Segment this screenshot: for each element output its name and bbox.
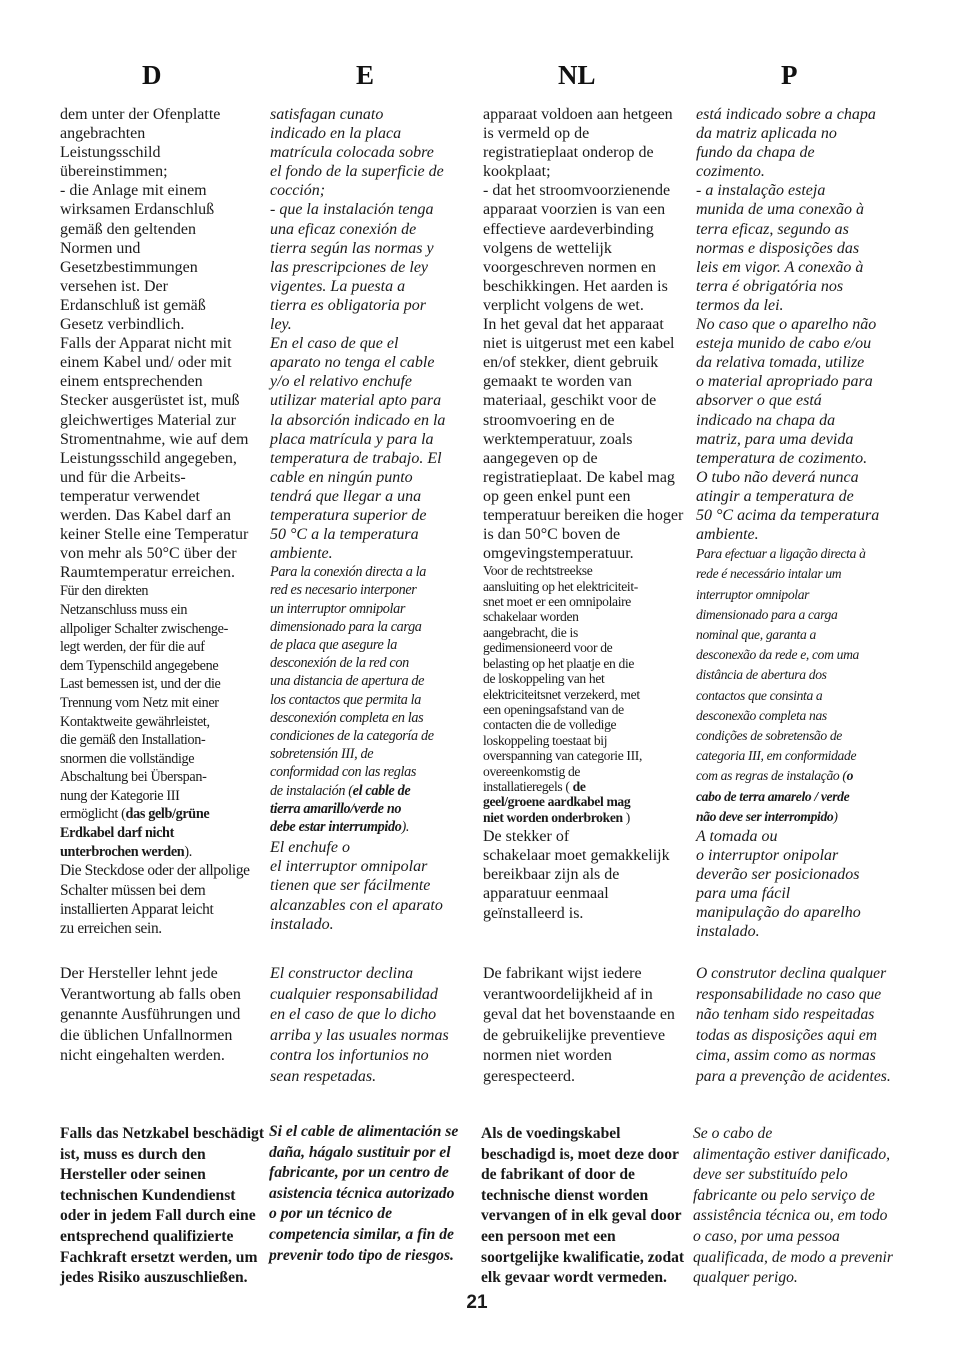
german-cable-notice: Falls das Netzkabel beschädigt ist, muss es durch den Hersteller oder seinen technischen Kundendienst oder in jedem Fall durch eine entsprechend qualifizierte Fachkraft ersetzt werden, um jedes Risiko auszuschließen. [60,1125,265,1287]
spanish-cable-notice: Si el cable de alimentación se daña, hágalo sustituir por el fabricante, por un centro de asistencia técnica autorizado o por un técnico de competencia similar, a fin de prevenir todo tipo de riesgos. [269,1123,459,1264]
spanish-text-3: El enchufe o el interruptor omnipolar tienen que ser fácilmente alcanzables con el aparato instalado. [270,839,443,933]
column-spanish [270,105,475,934]
german-text-2: Für den direkten Netzanschluss muss ein allpoliger Schalter zwischenge- legt werden, der für die auf dem Typenschild angegebene Last bemessen ist, und der die Trennung vom Netz mit einer Kontaktweite gewährleistet, die gemäß den Installation- snormen die vollständige Abschaltung bei Überspan- nung der Kategorie III ermöglicht (das gelb/grüne Erdkabel darf nicht unterbrochen werden). [60,583,228,860]
header-e: E [356,60,375,90]
spanish-text-2: Para la conexión directa a la red es necesario interponer un interruptor omnipolar dimensionado para la carga de placa que asegure la desconexión de la red con una distancia de apertura de los contactos que permita la desconexión completa en las condiciones de la categoría de sobretensión III, de conformidad con las reglas de instalación (el cable de tierra amarillo/verde no debe estar interrumpido). [270,564,434,836]
page-number: 21 [466,1292,488,1313]
header-d: D [142,60,162,90]
portuguese-text-1: está indicado sobre a chapa da matriz aplicada no fundo da chapa de cozimento. - a instalação esteja munida de uma conexão à terra eficaz, segundo as normas e disposições das leis em vigor. A conexão à terra é obrigatória nos termos da lei. No caso que o aparelho não esteja munido de cabo e/ou da relativa tomada, utilize o material apropriado para absorver o que está indicado na chapa da matriz, para uma devida temperatura de cozimento. O tubo não deverá nunca atingir a temperatura de 50 °C acima da temperatura ambiente. [696,106,880,544]
portuguese-cable-notice: Se o cabo de alimentação estiver danificado, deve ser substituído pelo fabricante ou pelo serviço de assistência técnica ou, em todo o caso, por uma pessoa qualificada, de modo a prevenir qualquer perigo. [693,1125,893,1287]
column-german [60,105,260,939]
column-dutch [483,105,688,923]
dutch-text-2: Voor de rechtstreekse aansluiting op het elektriciteit- snet moet er een omnipolaire schakelaar worden aangebracht, die is gedimensioneerd voor de belasting op het plaatje en die de loskoppeling van het elektriciteitsnet verzekerd, met een openingsafstand van de contacten die de volledige loskoppeling toestaat bij overspanning van categorie III, overeenkomstig de installatieregels ( de geel/groene aardkabel mag niet worden onderbroken ) [483,563,642,825]
dutch-cable-notice: Als de voedingskabel beschadigd is, moet deze door de fabrikant of door de technische dienst worden vervangen of in elk geval door een persoon met een soortgelijke kwalificatie, zodat elk gevaar wordt vermeden. [481,1125,685,1287]
german-text-3: Die Steckdose oder der allpolige Schalter müssen bei dem installierten Apparat leicht zu erreichen sein. [60,862,250,938]
header-p: P [781,60,798,90]
column-portuguese [696,105,901,942]
portuguese-disclaimer: O construtor declina qualquer responsabilidade no caso que não tenham sido respeitadas todas as disposições aqui em cima, assim como as normas para a prevenção de acidentes. [696,965,891,1085]
header-nl: NL [558,60,596,90]
german-text-1: dem unter der Ofenplatte angebrachten Leistungsschild übereinstimmen; - die Anlage mit einem wirksamen Erdanschluß gemäß den geltenden Normen und Gesetzbestimmungen versehen ist. Der Erdanschluß ist gemäß Gesetz verbindlich. Falls der Apparat nicht mit einem Kabel und/ oder mit einem entsprechenden Stecker ausgerüstet ist, muß gleichwertiges Material zur Stromentnahme, wie auf dem Leistungsschild angegeben, und für die Arbeits- temperatur verwendet werden. Das Kabel darf an keiner Stelle eine Temperatur von mehr als 50°C über der Raumtemperatur erreichen. [60,106,249,582]
portuguese-text-2: Para efectuar a ligação directa à rede é necessário intalar um interruptor omnipolar dimensionado para a carga nominal que, garanta a desconexão da rede e, com uma distância de abertura dos contactos que consinta a desconexão completa nas condições de sobretensão de categoria III, em conformidade com as regras de instalação (o cabo de terra amarelo / verde não deve ser interrompido) [696,546,866,824]
dutch-text-1: apparaat voldoen aan hetgeen is vermeld op de registratieplaat onderop de kookplaat; - dat het stroomvoorzienende apparaat voorzien is van een effectieve aardeverbinding volgens de wettelijk voorgeschreven normen en beschikkingen. Het aarden is verplicht volgens de wet. In het geval dat het apparaat niet is uitgerust met een kabel en/of stekker, dient gebruik gemaakt te worden van materiaal, geschikt voor de stroomvoering en de werktemperatuur, zoals aangegeven op de registratieplaat. De kabel mag op geen enkel punt een temperatuur bereiken die hoger is dan 50°C boven de omgevingstemperatuur. [483,106,684,563]
german-disclaimer: Der Hersteller lehnt jede Verantwortung ab falls oben genannte Ausführungen und die üblichen Unfallnormen nicht eingehalten werden. [60,965,241,1065]
portuguese-text-3: A tomada ou o interruptor onipolar deverão ser posicionados para uma fácil manipulação do aparelho instalado. [696,828,861,941]
dutch-text-3: De stekker of schakelaar moet gemakkelijk bereikbaar zijn als de apparatuur eenmaal geïnstalleerd is. [483,828,670,922]
spanish-disclaimer: El constructor declina cualquier responsabilidad en el caso de que lo dicho arriba y las usuales normas contra los infortunios no sean respetadas. [270,965,449,1085]
spanish-text-1: satisfagan cunato indicado en la placa matrícula colocada sobre el fondo de la superficie de cocción; - que la instalación tenga una eficaz conexión de tierra según las normas y las prescripciones de ley vigentes. La puesta a tierra es obligatoria por ley. En el caso de que el aparato no tenga el cable y/o el relativo enchufe utilizar material apto para la absorción indicado en la placa matrícula y para la temperatura de trabajo. El cable en ningún punto tendrá que llegar a una temperatura superior de 50 °C a la temperatura ambiente. [270,106,446,563]
dutch-disclaimer: De fabrikant wijst iedere verantwoordelijkheid af in geval dat het bovenstaande en de gebruikelijke preventieve normen niet worden gerespecteerd. [483,965,675,1085]
